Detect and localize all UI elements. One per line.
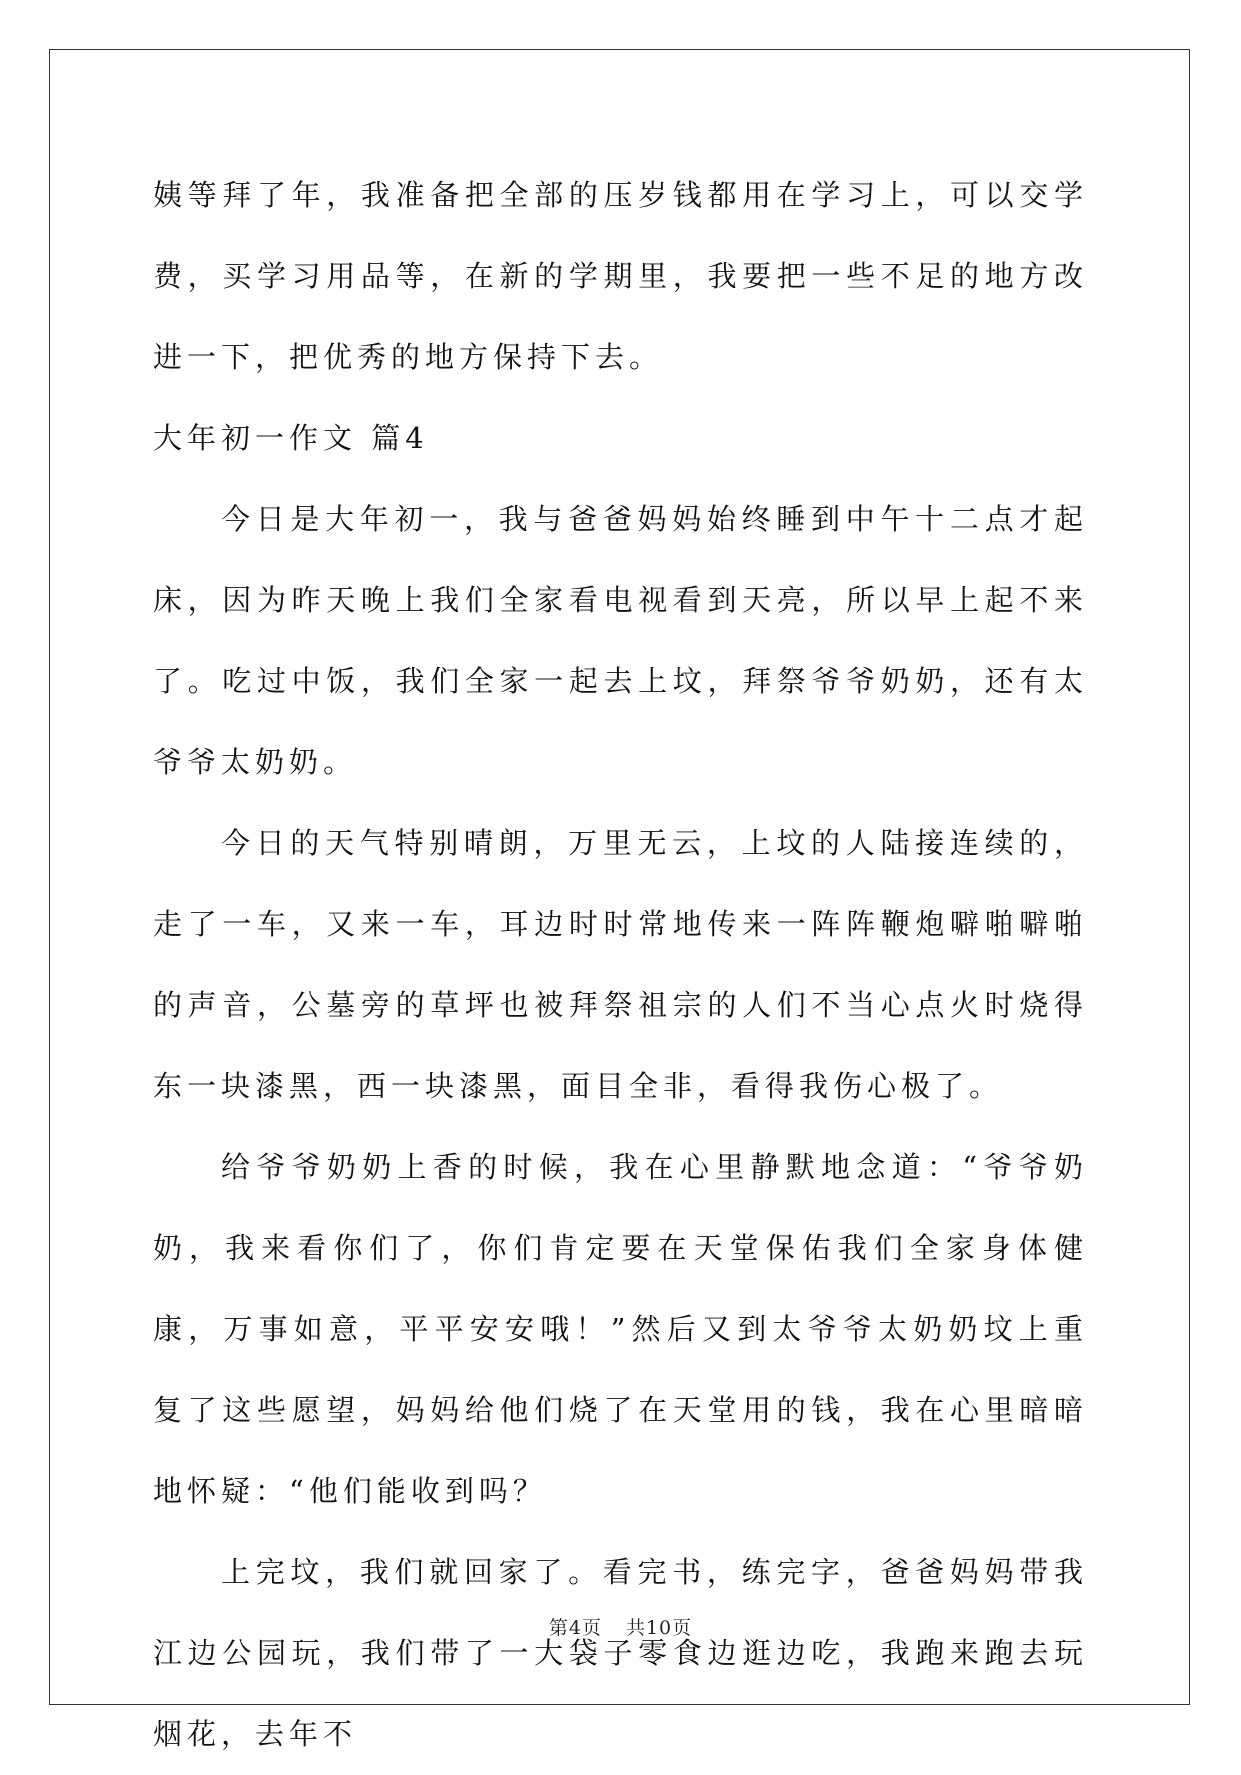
section-heading: 大年初一作文 篇4 <box>153 421 429 455</box>
document-body <box>153 155 1088 1775</box>
paragraph: 给爷爷奶奶上香的时候，我在心里静默地念道：“爷爷奶奶，我来看你们了，你们肯定要在天堂保佑我们全家身体健康，万事如意，平平安安哦！”然后又到太爷爷太奶奶坟上重复了这些愿望，妈妈给他们烧了在天堂用的钱，我在心里暗暗地怀疑：“他们能收到吗？ <box>153 1150 1088 1508</box>
page-number: 第4页 <box>548 1617 602 1639</box>
page-total: 共10页 <box>625 1617 693 1639</box>
paragraph: 上完坟，我们就回家了。看完书，练完字，爸爸妈妈带我江边公园玩，我们带了一大袋子零食边逛边吃，我跑来跑去玩烟花，去年不 <box>153 1555 1088 1751</box>
page-footer <box>0 1613 1241 1640</box>
paragraph: 今日是大年初一，我与爸爸妈妈始终睡到中午十二点才起床，因为昨天晚上我们全家看电视看到天亮，所以早上起不来了。吃过中饭，我们全家一起去上坟，拜祭爷爷奶奶，还有太爷爷太奶奶。 <box>153 502 1088 779</box>
paragraph-continuation: 姨等拜了年，我准备把全部的压岁钱都用在学习上，可以交学费，买学习用品等，在新的学期里，我要把一些不足的地方改进一下，把优秀的地方保持下去。 <box>153 178 1088 374</box>
paragraph: 今日的天气特别晴朗，万里无云，上坟的人陆接连续的，走了一车，又来一车，耳边时时常地传来一阵阵鞭炮噼啪噼啪的声音，公墓旁的草坪也被拜祭祖宗的人们不当心点火时烧得东一块漆黑，西一块漆黑，面目全非，看得我伤心极了。 <box>153 826 1088 1103</box>
